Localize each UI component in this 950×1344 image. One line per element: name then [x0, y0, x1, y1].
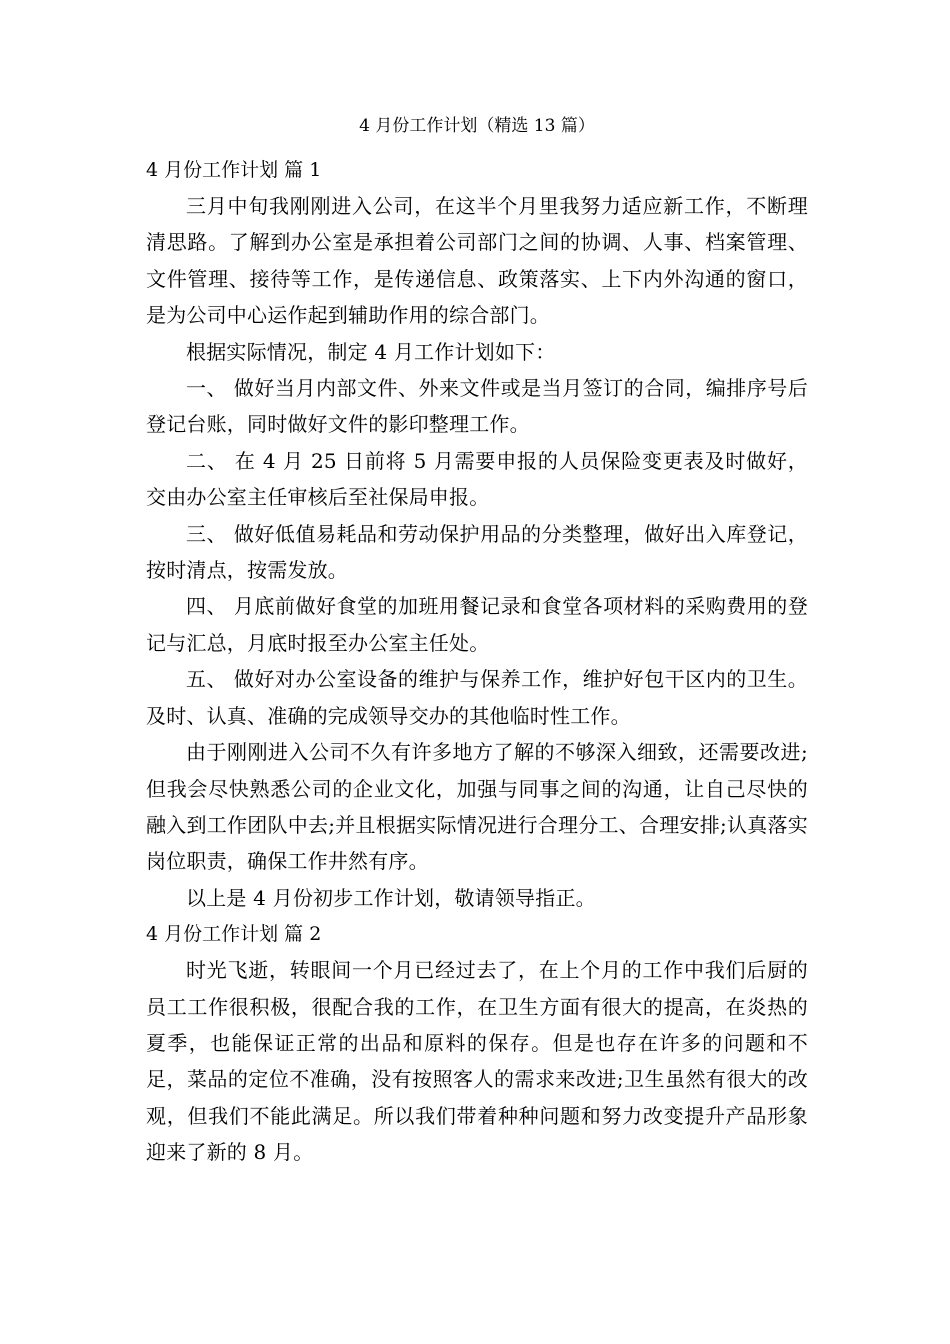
paragraph-intro: 时光飞逝，转眼间一个月已经过去了，在上个月的工作中我们后厨的员工工作很积极，很配合我的工作，在卫生方面有很大的提高，在炎热的夏季，也能保证正常的出品和原料的保存。但是也存在许多的问题和不足，菜品的定位不准确，没有按照客人的需求来改进;卫生虽然有很大的改观，但我们不能此满足。所以我们带着种种问题和努力改变提升产品形象迎来了新的 8 月。 — [146, 958, 808, 1165]
section-heading: 4 月份工作计划 篇 2 — [146, 923, 322, 946]
paragraph-item-2: 二、 在 4 月 25 日前将 5 月需要申报的人员保险变更表及时做好，交由办公室主任审核后至社保局申报。 — [146, 448, 808, 510]
paragraph-item-5: 五、 做好对办公室设备的维护与保养工作，维护好包干区内的卫生。 及时、认真、准确的完成领导交办的其他临时性工作。 — [146, 667, 808, 728]
section-2 — [146, 916, 808, 1170]
document-title: 4 月份工作计划（精选 13 篇） — [359, 116, 595, 136]
paragraph-intro: 三月中旬我刚刚进入公司，在这半个月里我努力适应新工作，不断理清思路。了解到办公室是承担着公司部门之间的协调、人事、档案管理、文件管理、接待等工作，是传递信息、政策落实、上下内外沟通的窗口，是为公司中心运作起到辅助作用的综合部门。 — [146, 194, 808, 328]
paragraph-item-4: 四、 月底前做好食堂的加班用餐记录和食堂各项材料的采购费用的登记与汇总，月底时报至办公室主任处。 — [146, 594, 808, 655]
paragraph-closing: 以上是 4 月份初步工作计划，敬请领导指正。 — [186, 885, 596, 910]
paragraph-item-3: 三、 做好低值易耗品和劳动保护用品的分类整理，做好出入库登记，按时清点，按需发放。 — [146, 521, 808, 583]
paragraph-plan-lead: 根据实际情况，制定 4 月工作计划如下： — [186, 339, 556, 364]
paragraph-item-1: 一、 做好当月内部文件、外来文件或是当月签订的合同，编排序号后登记台账，同时做好文件的影印整理工作。 — [146, 376, 808, 437]
section-1 — [146, 152, 808, 916]
document-page — [146, 112, 808, 1171]
section-heading: 4 月份工作计划 篇 1 — [146, 159, 322, 181]
paragraph-reflection: 由于刚刚进入公司不久有许多地方了解的不够深入细致，还需要改进;但我会尽快熟悉公司的企业文化，加强与同事之间的沟通，让自己尽快的融入到工作团队中去;并且根据实际情况进行合理分工、合理安排;认真落实岗位职责，确保工作井然有序。 — [146, 740, 808, 874]
